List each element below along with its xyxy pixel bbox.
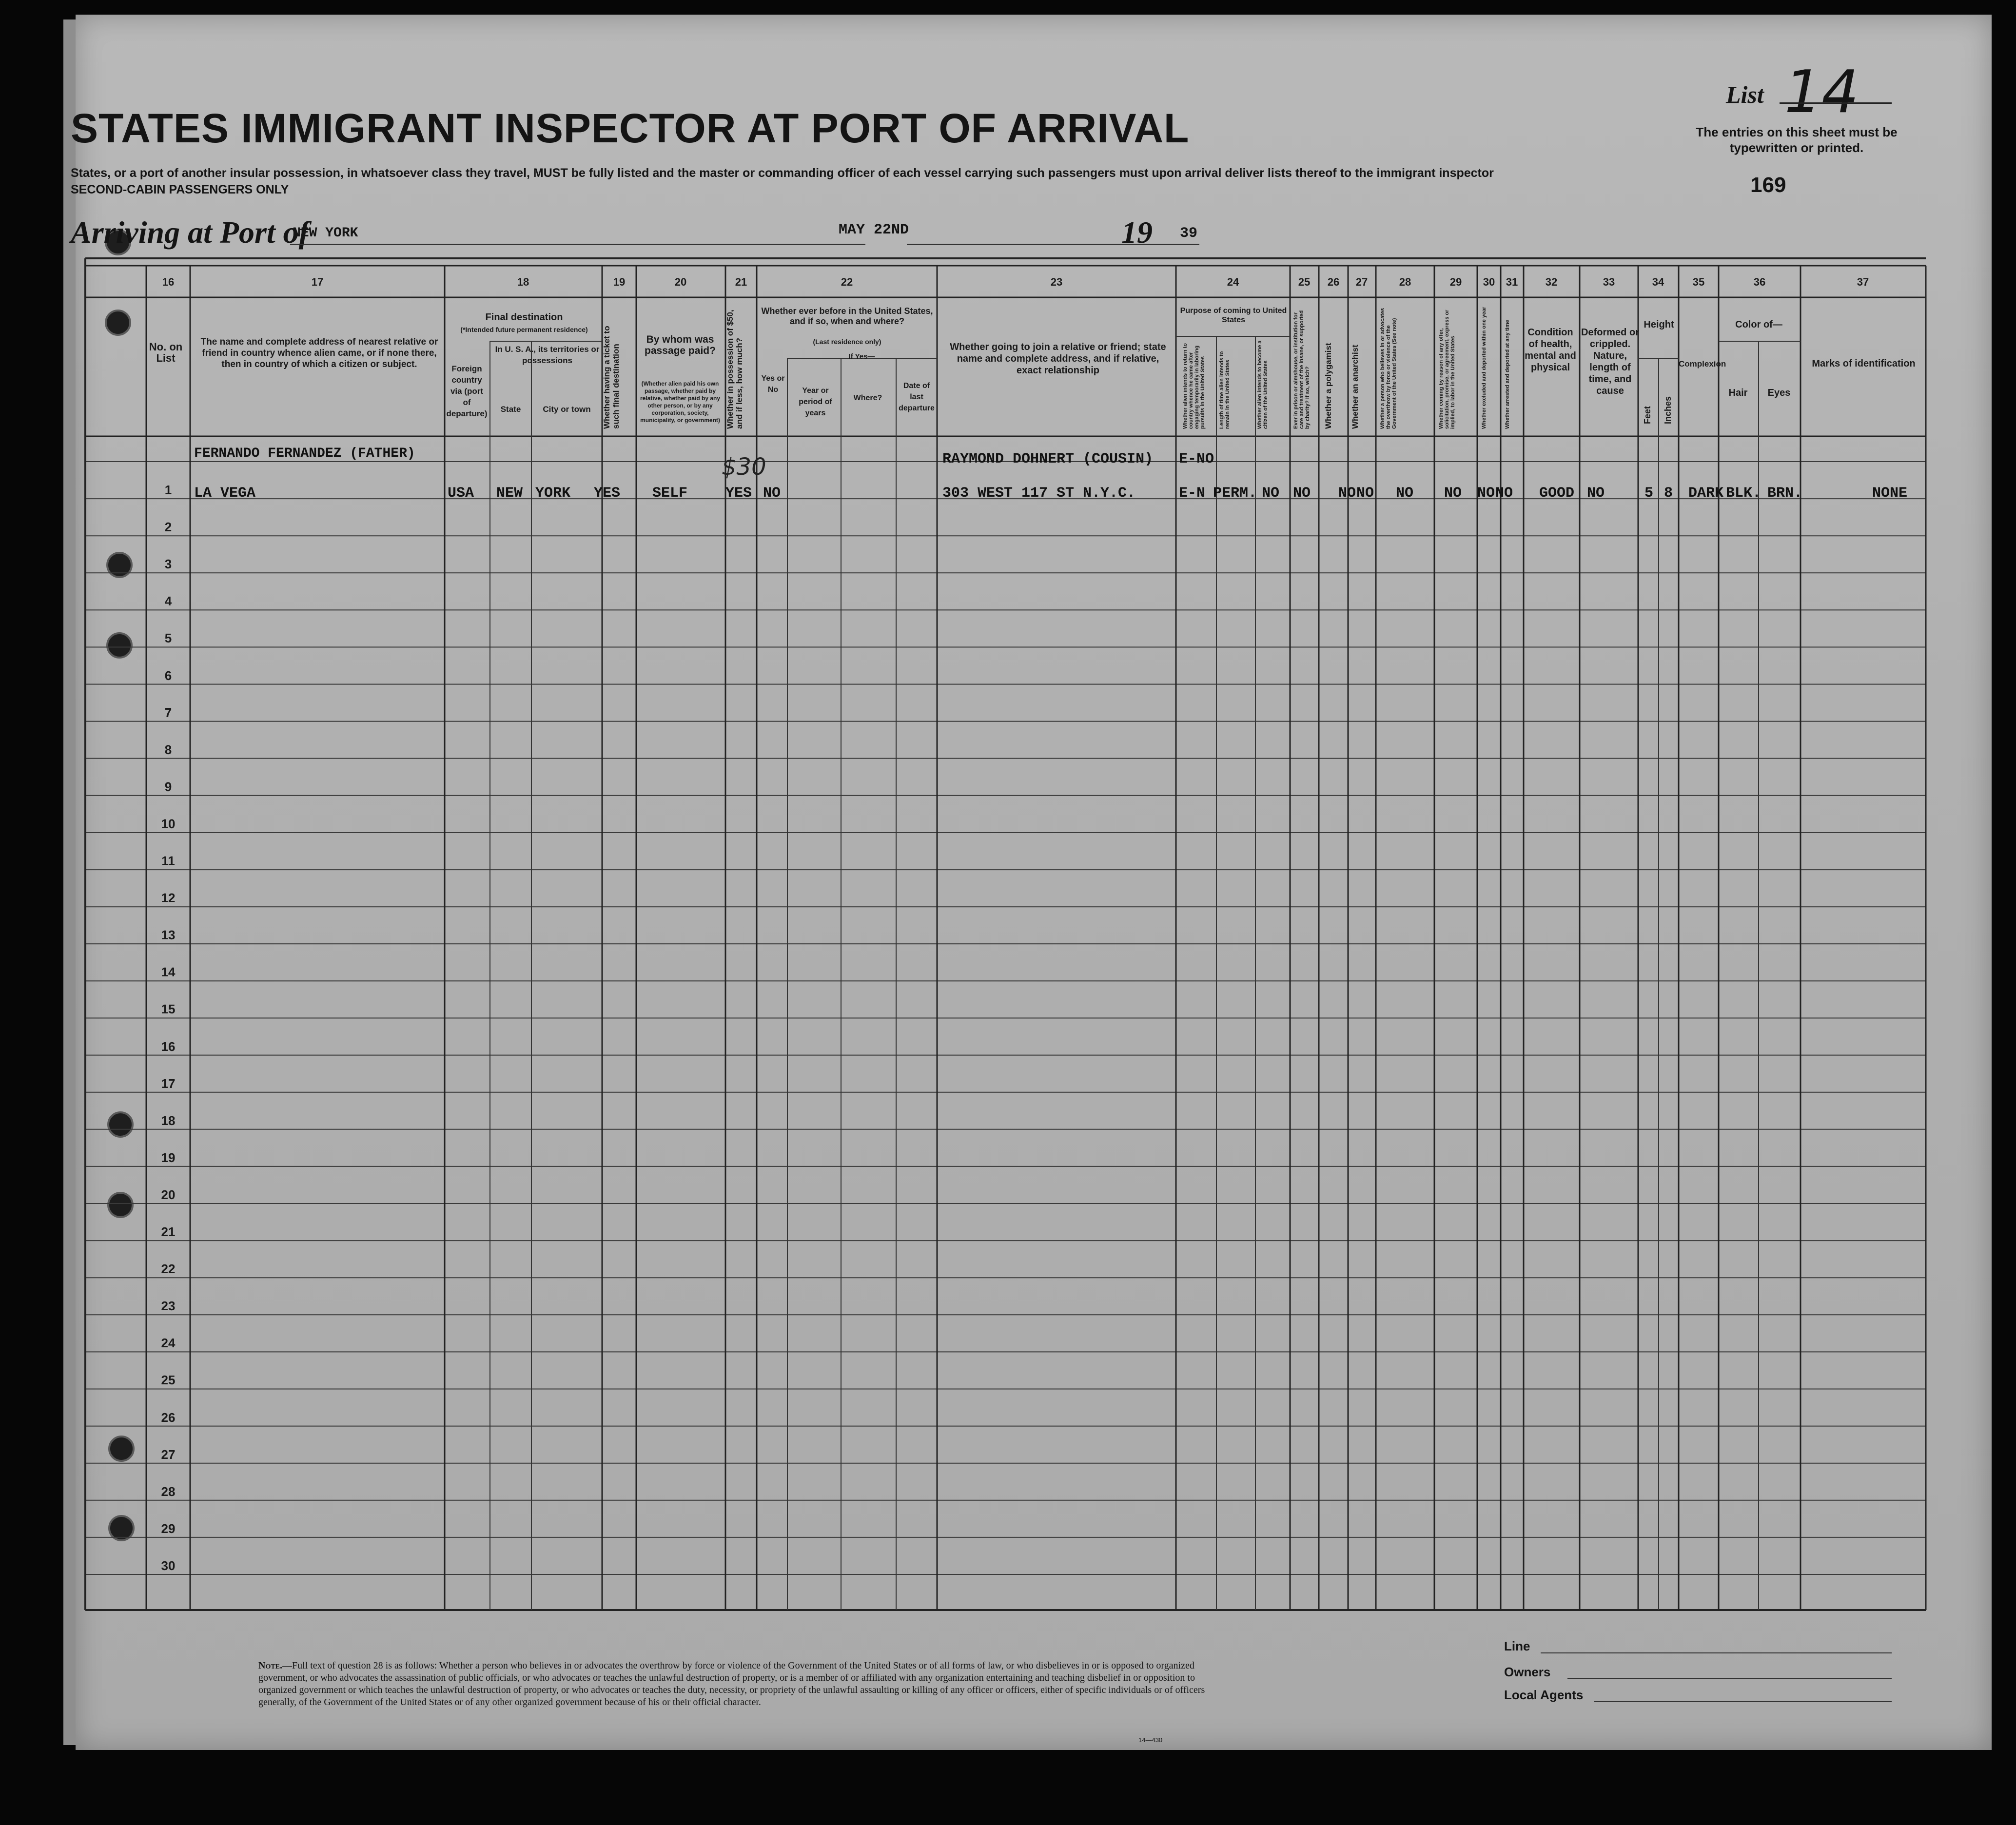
sheet-number: 169 <box>1750 173 1786 197</box>
entry-joining-name: RAYMOND DOHNERT (COUSIN) <box>942 451 1154 467</box>
entry-height-inches: 8 <box>1664 485 1673 502</box>
header-foreign-country: Foreign country via (port of departure) <box>446 364 488 418</box>
column-number: 24 <box>1227 276 1239 288</box>
column-number: 30 <box>1483 276 1495 288</box>
header-arrested: Whether arrested and deported at any time <box>1505 320 1510 429</box>
entry-health: GOOD <box>1539 485 1575 502</box>
column-number: 34 <box>1652 276 1664 288</box>
column-number: 19 <box>613 276 626 288</box>
list-label: List <box>1726 81 1764 108</box>
row-number: 20 <box>161 1187 176 1202</box>
footer-agents-label: Local Agents <box>1504 1688 1584 1702</box>
form-number: 14—430 <box>1138 1736 1163 1744</box>
header-complexion: Complexion <box>1679 359 1726 369</box>
column-number: 18 <box>517 276 529 288</box>
header-purpose-return: Whether alien intends to return to country whence he came after engaging temporarily in laboring pursuits in the United States <box>1182 343 1206 429</box>
column-number: 29 <box>1449 276 1462 288</box>
entry-deported: NO <box>1495 485 1513 502</box>
column-number: 20 <box>674 276 687 288</box>
header-ever-in-us: Whether ever before in the United States, and if so, when and where? <box>761 306 933 326</box>
row-number: 6 <box>164 668 172 683</box>
header-state: State <box>500 405 521 414</box>
header-in-usa: In U. S. A., its territories or possessions <box>495 345 600 365</box>
row-number: 13 <box>161 928 176 943</box>
row-number: 25 <box>161 1373 176 1388</box>
column-number: 23 <box>1050 276 1063 288</box>
header-years: Year or period of years <box>799 387 832 417</box>
entry-excluded: NO <box>1477 485 1495 502</box>
header-purpose-length: Length of time alien intends to remain in the United States <box>1219 351 1231 429</box>
row-number: 5 <box>164 631 172 646</box>
column-number: 16 <box>162 276 175 288</box>
header-ticket: Whether having a ticket to such final destination <box>602 326 621 429</box>
row-number: 14 <box>161 965 176 980</box>
column-number: 17 <box>311 276 324 288</box>
year-prefix: 19 <box>1121 215 1153 250</box>
header-passage-paid: By whom was passage paid? <box>645 334 716 356</box>
entry-passage-paid-by: SELF <box>652 485 688 502</box>
footer-agents-rule <box>1594 1701 1892 1702</box>
row-number: 28 <box>161 1484 176 1499</box>
entry-height-feet: 5 <box>1644 485 1654 502</box>
column-number: 37 <box>1857 276 1869 288</box>
header-last-departure: Date of last departure <box>899 382 935 412</box>
row-number: 19 <box>161 1150 176 1165</box>
entry-anarchist: NO <box>1356 485 1374 502</box>
column-number: 26 <box>1327 276 1340 288</box>
header-deformed: Deformed or crippled. Nature, length of time, and cause <box>1581 327 1639 396</box>
entry-deformed: NO <box>1587 485 1605 502</box>
header-excluded: Whether excluded and deported within one year <box>1481 307 1487 429</box>
footer-line-label: Line <box>1504 1639 1530 1653</box>
entry-city: YORK <box>535 485 571 502</box>
header-health: Condition of health, mental and physical <box>1525 327 1576 373</box>
row-number: 9 <box>164 779 172 794</box>
row-number: 4 <box>164 594 172 609</box>
header-inches: Inches <box>1663 396 1673 424</box>
header-hair: Hair <box>1728 388 1748 398</box>
header-feet: Feet <box>1643 406 1652 424</box>
row-number: 11 <box>161 854 175 868</box>
header-anarchist: Whether an anarchist <box>1351 345 1360 429</box>
column-number: 25 <box>1298 276 1311 288</box>
header-relative-address: The name and complete address of nearest relative or friend in country whence alien came, or if none there, then in country of which a citizen or subject. <box>200 337 438 369</box>
footer-owners-rule <box>1567 1678 1892 1679</box>
header-polygamist: Whether a polygamist <box>1324 343 1333 429</box>
row-number: 26 <box>161 1410 176 1425</box>
year-suffix: 39 <box>1180 225 1198 242</box>
header-joining-relative: Whether going to join a relative or friend; state name and complete address, and if relative, exact relationship <box>950 342 1166 376</box>
footer-owners-label: Owners <box>1504 1665 1551 1679</box>
header-no-on-list: No. on List <box>149 341 183 364</box>
row-number: 2 <box>164 520 172 535</box>
row-number: 18 <box>161 1113 176 1128</box>
row-number: 22 <box>161 1262 176 1277</box>
row-number: 7 <box>164 705 172 720</box>
header-eyes: Eyes <box>1767 388 1791 398</box>
row-number: 8 <box>164 742 172 757</box>
entry-foreign-country: USA <box>448 485 474 502</box>
entry-money: YES <box>725 485 752 502</box>
entry-state: NEW <box>496 485 523 502</box>
footer-note <box>258 1660 1209 1709</box>
row-number: 10 <box>161 816 176 831</box>
entry-ticket: YES <box>594 485 621 502</box>
entry-hair: BLK. <box>1726 485 1762 502</box>
row-number: 23 <box>161 1299 176 1314</box>
header-passage-paid-sub: (Whether alien paid his own passage, whether paid by relative, whether paid by any other person, or by any corporation, society, municipality, or government) <box>640 380 721 424</box>
header-final-destination: Final destination <box>485 312 563 323</box>
header-overthrow: Whether a person who believes in or advocates the overthrow by force or violence of the Government of the United States (See note) <box>1380 308 1397 429</box>
column-number: 21 <box>735 276 747 288</box>
row-number: 3 <box>164 557 172 572</box>
row-number: 15 <box>161 1002 176 1017</box>
header-final-destination-sub: (*Intended future permanent residence) <box>460 326 588 333</box>
column-number: 36 <box>1753 276 1766 288</box>
entry-marks: NONE <box>1872 485 1908 502</box>
port-of-arrival: NEW YORK <box>293 226 358 241</box>
entry-purpose-line1: E-NO <box>1179 451 1214 467</box>
entry-ever-before-us: NO <box>763 485 781 502</box>
header-color-of: Color of— <box>1735 319 1782 330</box>
column-number: 28 <box>1399 276 1411 288</box>
entry-relative-name: FERNANDO FERNANDEZ (FATHER) <box>194 446 415 461</box>
entry-polygamist: NO <box>1338 485 1356 502</box>
column-number: 22 <box>841 276 853 288</box>
entry-purpose-line2: E-N <box>1179 485 1206 502</box>
column-number: 31 <box>1506 276 1518 288</box>
column-number: 27 <box>1355 276 1368 288</box>
column-number: 33 <box>1603 276 1615 288</box>
header-yes-or-no: Yes or No <box>761 374 785 394</box>
entry-joining-address: 303 WEST 117 ST N.Y.C. <box>942 485 1136 502</box>
entry-overthrow: NO <box>1396 485 1414 502</box>
header-labor-offer: Whether coming by reason of any offer, solicitation, promise, or agreement, express or implied, to labor in the United States <box>1438 310 1456 429</box>
column-number: 32 <box>1545 276 1558 288</box>
row-number: 30 <box>161 1558 176 1573</box>
entry-length-of-stay: PERM. <box>1213 485 1257 502</box>
header-purpose-citizen: Whether alien intends to become a citizen of the United States <box>1257 340 1269 429</box>
header-ever-in-us-sub: (Last residence only) <box>813 338 881 346</box>
header-where: Where? <box>853 394 882 402</box>
instructions-line-1: States, or a port of another insular possession, in whatsoever class they travel, MUST be fully listed and the master or commanding officer of each vessel carrying such passengers must upon arrival deliver lists thereof to the immigrant inspector <box>71 166 1494 180</box>
row-number: 16 <box>161 1039 176 1054</box>
row-number: 29 <box>161 1521 176 1536</box>
row-number: 27 <box>161 1447 176 1462</box>
header-if-yes: If Yes— <box>848 352 875 361</box>
row-number: 1 <box>164 483 172 497</box>
header-purpose: Purpose of coming to United States <box>1180 307 1287 324</box>
entry-money-handwritten: $30 <box>722 453 766 481</box>
header-money: Whether in possession of $50, and if less, how much? <box>725 310 744 429</box>
note-label: Note. <box>258 1660 283 1671</box>
entry-complexion: DARK <box>1688 485 1724 502</box>
header-city: City or town <box>543 405 591 414</box>
footer-line-rule <box>1541 1652 1892 1653</box>
entry-labor-offer: NO <box>1444 485 1462 502</box>
list-number: 14 <box>1784 58 1859 126</box>
header-height: Height <box>1644 319 1674 330</box>
page-title: STATES IMMIGRANT INSPECTOR AT PORT OF ARRIVAL <box>71 105 1190 151</box>
entry-become-citizen: NO <box>1262 485 1280 502</box>
header-prison: Ever in prison or almshouse, or institution for care and treatment of the insane, or supported by charity? If so, which? <box>1293 310 1311 429</box>
instructions-line-2: SECOND-CABIN PASSENGERS ONLY <box>71 183 289 196</box>
note-text: —Full text of question 28 is as follows: Whether a person who believes in or advocates the overthrow by force or violence of the Government of the United States or of all forms of law, or who disbelieves in or is opposed to organized government, or who advocates the assassination of public officials, or who advocates or teaches the unlawful destruction of property, or is a member of or affiliated with any organization entertaining and teaching disbelief in or opposition to organized government or which teaches the unlawful destruction of property, or who advocates or teaches the duty, necessity, or propriety of the unlawful assaulting or killing of any officer or officers, either of specific individuals or of officers generally, of the Government of the United States or of any other organized government because of his or their official character. <box>258 1660 1205 1708</box>
row-number: 24 <box>161 1336 176 1351</box>
row-number: 21 <box>161 1224 176 1239</box>
entries-note: The entries on this sheet must be typewritten or printed. <box>1696 125 1898 155</box>
header-marks: Marks of identification <box>1812 358 1916 369</box>
arriving-label: Arriving at Port of <box>71 215 309 250</box>
arrival-date: MAY 22ND <box>839 222 909 238</box>
entry-relative-address: LA VEGA <box>194 485 256 502</box>
column-number: 35 <box>1692 276 1705 288</box>
row-number: 12 <box>161 891 176 906</box>
entry-eyes: BRN. <box>1767 485 1803 502</box>
entry-prison: NO <box>1293 485 1311 502</box>
row-number: 17 <box>161 1076 176 1091</box>
